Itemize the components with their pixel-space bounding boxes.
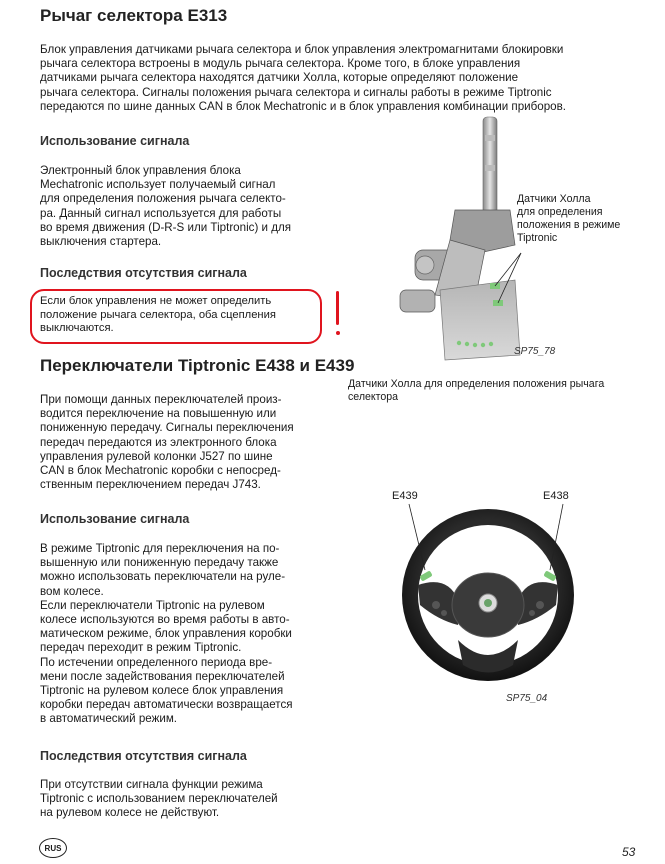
signal-failure-heading-2: Последствия отсутствия сигнала [40,749,247,763]
hall-sensor-tiptronic-label: Датчики Холла для определения положения в режиме Tiptronic [517,193,621,244]
section-title-selector-lever: Рычаг селектора E313 [40,6,228,25]
figure-caption-hall-sensors: Датчики Холла для определения положения рычага селектора [348,378,605,403]
signal-use-text: Электронный блок управления блока Mechatronic использует получаемый сигнал для определения положения рычага селекто- ра. Данный сигнал используется для работы во время движения (D-R-S или Tiptronic) и для выключения стартера. [40,164,292,249]
signal-use-heading-2: Использование сигнала [40,512,190,526]
tiptronic-intro: При помощи данных переключателей произ- водится переключение на повышенную или пониженную передачу. Сигналы переключения передач передаются из электронного блока управления рулевой колонки J527 по шине CAN в блок Mechatronic коробки с непосред- ственным переключением передач J743. [40,393,294,492]
paddle-leader-lines [395,490,580,585]
exclamation-dot-icon [336,331,340,335]
selector-lever-intro: Блок управления датчиками рычага селектора и блок управления электромагнитами блокировки рычага селектора встроены в модуль рычага селектора. Кроме того, в блоке управления датчиками рычага селектора находятся датчики Холла, которые определяют положение рычага селектора. Сигналы положения рычага селектора и сигналы работы в режиме Tiptronic передаются по шине данных CAN в блок Mechatronic и в блок управления комбинации приборов. [40,43,566,113]
signal-use-text-2: В режиме Tiptronic для переключения на по- вышенную или пониженную передачу также можно использовать переключатели на руле- вом колесе. Если переключатели Tiptronic на рулевом колесе используются во время работы в авто- матическом режиме, блок управления коробки передач переходит в режим Tiptronic. По истечении определенного периода вре- мени после задействования переключателей Tiptronic на рулевом колесе блок управления коробки передач автоматически возвращается в автоматический режим. [40,542,293,726]
figure-code-sp75-04: SP75_04 [506,693,548,704]
selector-lever-illustration [395,115,535,365]
signal-use-heading: Использование сигнала [40,134,190,148]
label-e438: E438 [543,490,569,502]
exclamation-mark-icon [336,291,339,325]
figure-code-sp75-78: SP75_78 [514,346,556,357]
signal-failure-heading: Последствия отсутствия сигнала [40,266,247,280]
signal-failure-text-2: При отсутствии сигнала функции режима Tiptronic с использованием переключателей на рулевом колесе не действуют. [40,778,278,820]
page-number: 53 [622,845,636,859]
label-e439: E439 [392,490,418,502]
language-badge: RUS [39,838,67,858]
section-title-tiptronic-switches: Переключатели Tiptronic E438 и E439 [40,356,355,375]
signal-failure-text: Если блок управления не может определить положение рычага селектора, оба сцепления выключаются. [40,295,276,335]
